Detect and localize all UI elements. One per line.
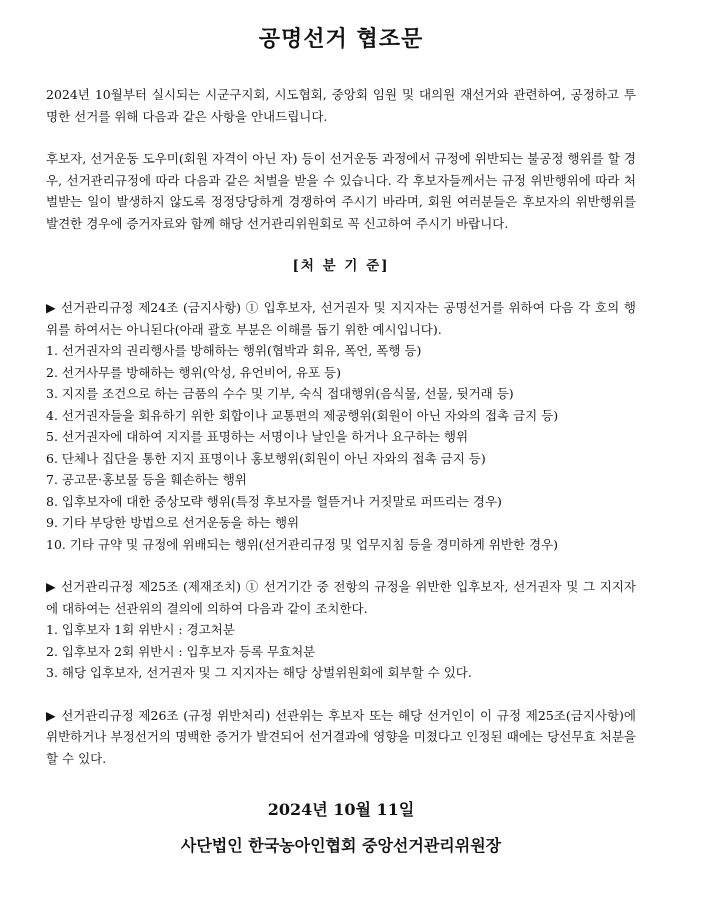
article-24-item: 2. 선거사무를 방해하는 행위(악성, 유언비어, 유포 등) (46, 364, 341, 380)
article-24-list (46, 340, 636, 555)
article-24-item: 8. 입후보자에 대한 중상모략 행위(특정 후보자를 헐뜯거나 거짓말로 퍼뜨리는 경우) (46, 493, 502, 509)
criteria-heading: [처 분 기 준] (292, 258, 390, 274)
article-24-item: 4. 선거권자들을 회유하기 위한 회합이나 교통편의 제공행위(회원이 아닌 자와의 접촉 금지 등) (46, 407, 559, 423)
article-25-list (46, 619, 636, 684)
article-24-lead: ▶ 선거관리규정 제24조 (금지사항) ① 입후보자, 선거권자 및 지지자는 공명선거를 위하여 다음 각 호의 행위를 하여서는 아니된다(아래 괄호 부분은 이해를 돕기 위한 예시입니다). (46, 300, 636, 337)
article-24-item: 3. 지지를 조건으로 하는 금품의 수수 및 기부, 숙식 접대행위(음식물, 선물, 뒷거래 등) (46, 386, 514, 401)
article-25-item: 2. 입후보자 2회 위반시 : 입후보자 등록 무효처분 (46, 643, 316, 659)
article-24-item: 6. 단체나 집단을 통한 지지 표명이나 홍보행위(회원이 아닌 자와의 접촉 금지 등) (46, 450, 486, 466)
document-page (46, 22, 636, 859)
article-24-item: 10. 기타 규약 및 규정에 위배되는 행위(선거관리규정 및 업무지침 등을 경미하게 위반한 경우) (46, 536, 559, 552)
article-24-item: 7. 공고문·홍보물 등을 훼손하는 행위 (46, 472, 247, 487)
document-title: 공명선거 협조문 (258, 26, 424, 52)
article-25-section (46, 576, 636, 684)
issue-date: 2024년 10월 11일 (267, 800, 415, 819)
article-24-section (46, 297, 636, 555)
intro-paragraph: 2024년 10월부터 실시되는 시군구지회, 시도협회, 중앙회 임원 및 대의원 재선거와 관련하여, 공정하고 투명한 선거를 위해 다음과 같은 사항을 안내드립니다. (46, 87, 636, 124)
article-26-section (46, 705, 636, 770)
article-24-item: 1. 선거권자의 권리행사를 방해하는 행위(협박과 회유, 폭언, 폭행 등) (46, 343, 422, 358)
notice-paragraph: 후보자, 선거운동 도우미(회원 자격이 아닌 자) 등이 선거운동 과정에서 규정에 위반되는 불공정 행위를 할 경우, 선거관리규정에 따라 다음과 같은 처벌을 받을 수 있습니다. 각 후보자들께서는 규정 위반행위에 따라 처벌받는 일이 발생하지 않도록 정정당당하게 경쟁하여 주시기 바라며, 회원 여러분들은 후보자의 위반행위를 발견한 경우에 증거자료와 함께 해당 선거관리위원회로 꼭 신고하여 주시기 바랍니다. (46, 151, 636, 231)
article-25-item: 3. 해당 입후보자, 선거권자 및 그 지지자는 해당 상벌위원회에 회부할 수 있다. (46, 665, 472, 680)
article-24-item: 5. 선거권자에 대하여 지지를 표명하는 서명이나 날인을 하거나 요구하는 행위 (46, 429, 469, 444)
issuer-name: 사단법인 한국농아인협회 중앙선거관리위원장 (180, 836, 502, 855)
article-24-item: 9. 기타 부당한 방법으로 선거운동을 하는 행위 (46, 515, 300, 530)
article-25-item: 1. 입후보자 1회 위반시 : 경고처분 (46, 622, 235, 637)
article-26-lead: ▶ 선거관리규정 제26조 (규정 위반처리) 선관위는 후보자 또는 해당 선거인이 이 규정 제25조(금지사항)에 위반하거나 부정선거의 명백한 증거가 발견되어 선거결과에 영향을 미쳤다고 인정된 때에는 당선무효 처분을 할 수 있다. (46, 707, 636, 766)
article-25-lead: ▶ 선거관리규정 제25조 (제재조치) ① 선거기간 중 전항의 규정을 위반한 입후보자, 선거권자 및 그 지지자에 대하여는 선관위의 결의에 의하여 다음과 같이 조치한다. (46, 579, 636, 616)
